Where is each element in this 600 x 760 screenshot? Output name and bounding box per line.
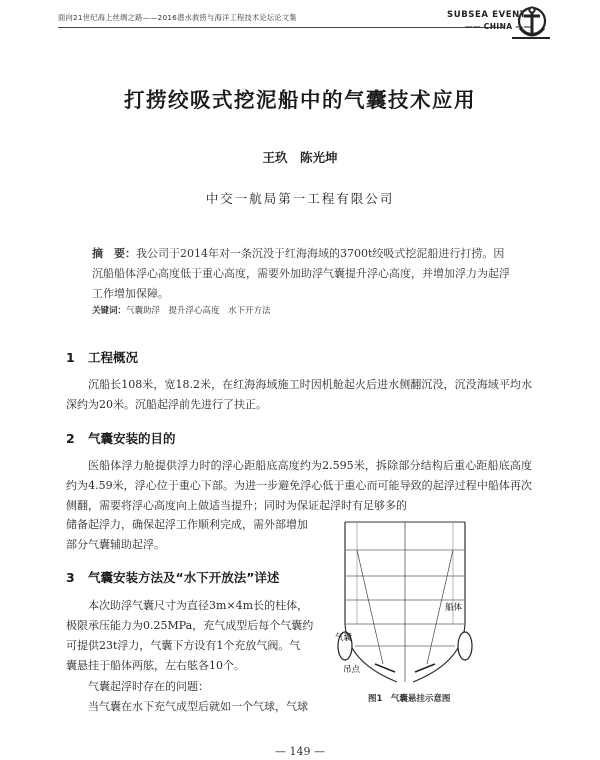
airbag bbox=[458, 632, 472, 660]
anchor-logo-icon bbox=[510, 4, 550, 42]
section-body-3-line: 当气囊在水下充气成型后就如一个气球，气球 bbox=[88, 700, 308, 713]
section-body-2-tail: 储备起浮力，确保起浮工作顺利完成，需外部增加 bbox=[66, 518, 308, 531]
abstract bbox=[92, 244, 512, 304]
author-list: 王玖 陈光坤 bbox=[262, 150, 338, 165]
keywords bbox=[92, 304, 271, 316]
running-header: 面向21世纪海上丝绸之路——2016潜水救捞与海洋工程技术论坛论文集 bbox=[58, 13, 297, 22]
abstract-label: 摘 要： bbox=[92, 247, 136, 260]
figure-label-airbag: 气囊 bbox=[335, 633, 353, 643]
figure-label-hangpoint: 吊点 bbox=[343, 665, 361, 675]
figure-label-hull: 船体 bbox=[445, 603, 463, 613]
section-body-3-line: 极限承压能力为0.25MPa，充气成型后每个气囊约 bbox=[66, 619, 314, 632]
section-body-3-line: 囊悬挂于船体两舷，左右舷各10个。 bbox=[66, 659, 245, 672]
section-heading-2: 2 气囊安装的目的 bbox=[66, 431, 176, 446]
section-heading-1: 1 工程概况 bbox=[66, 350, 139, 365]
section-body-1: 沉船长108米，宽18.2米，在红海海域施工时因机舱起火后进水侧翻沉没，沉没海域平均水深约为20米。沉船起浮前先进行了扶正。 bbox=[66, 378, 532, 411]
section-heading-3: 3 气囊安装方法及“水下开放法”详述 bbox=[66, 570, 280, 585]
figure-caption: 图1 气囊悬挂示意图 bbox=[368, 694, 451, 704]
section-body-2: 医船体浮力舱提供浮力时的浮心距船底高度约为2.595米，拆除部分结构后重心距船底高度约为4.59米，浮心位于重心下部。为进一步避免浮心低于重心而可能导致的起浮过程中船体再次侧翻，需要将浮心高度向上做适当提升；同时为保证起浮时有足够多的 bbox=[66, 459, 532, 512]
section-body-3-line: 本次助浮气囊尺寸为直径3m×4m长的柱体， bbox=[88, 599, 309, 612]
hull-outline bbox=[345, 522, 397, 682]
keywords-text: 气囊助浮 提升浮心高度 水下开方法 bbox=[126, 306, 271, 316]
keywords-label: 关键词： bbox=[92, 306, 127, 316]
article-title: 打捞绞吸式挖泥船中的气囊技术应用 bbox=[124, 88, 476, 112]
header-rule bbox=[58, 27, 503, 28]
section-body-2-tail: 部分气囊辅助起浮。 bbox=[66, 538, 165, 551]
airbag-hanging-diagram bbox=[335, 514, 475, 684]
affiliation: 中交一航局第一工程有限公司 bbox=[205, 191, 395, 206]
abstract-text: 我公司于2014年对一条沉没于红海海域的3700t绞吸式挖泥船进行打捞。因沉船船体浮心高度低于重心高度，需要外加助浮气囊提升浮心高度，并增加浮力为起浮工作增加保障。 bbox=[92, 247, 510, 300]
section-body-3-line: 可提供23t浮力，气囊下方设有1个充放气阀。气 bbox=[66, 639, 301, 652]
brand-title: SUBSEA EVENT bbox=[447, 10, 527, 20]
brand-subtitle: —— CHINA —— bbox=[465, 22, 532, 31]
page-number: — 149 — bbox=[275, 745, 325, 758]
section-body-3-line: 气囊起浮时存在的问题： bbox=[88, 680, 209, 693]
hull-outline bbox=[413, 522, 465, 682]
